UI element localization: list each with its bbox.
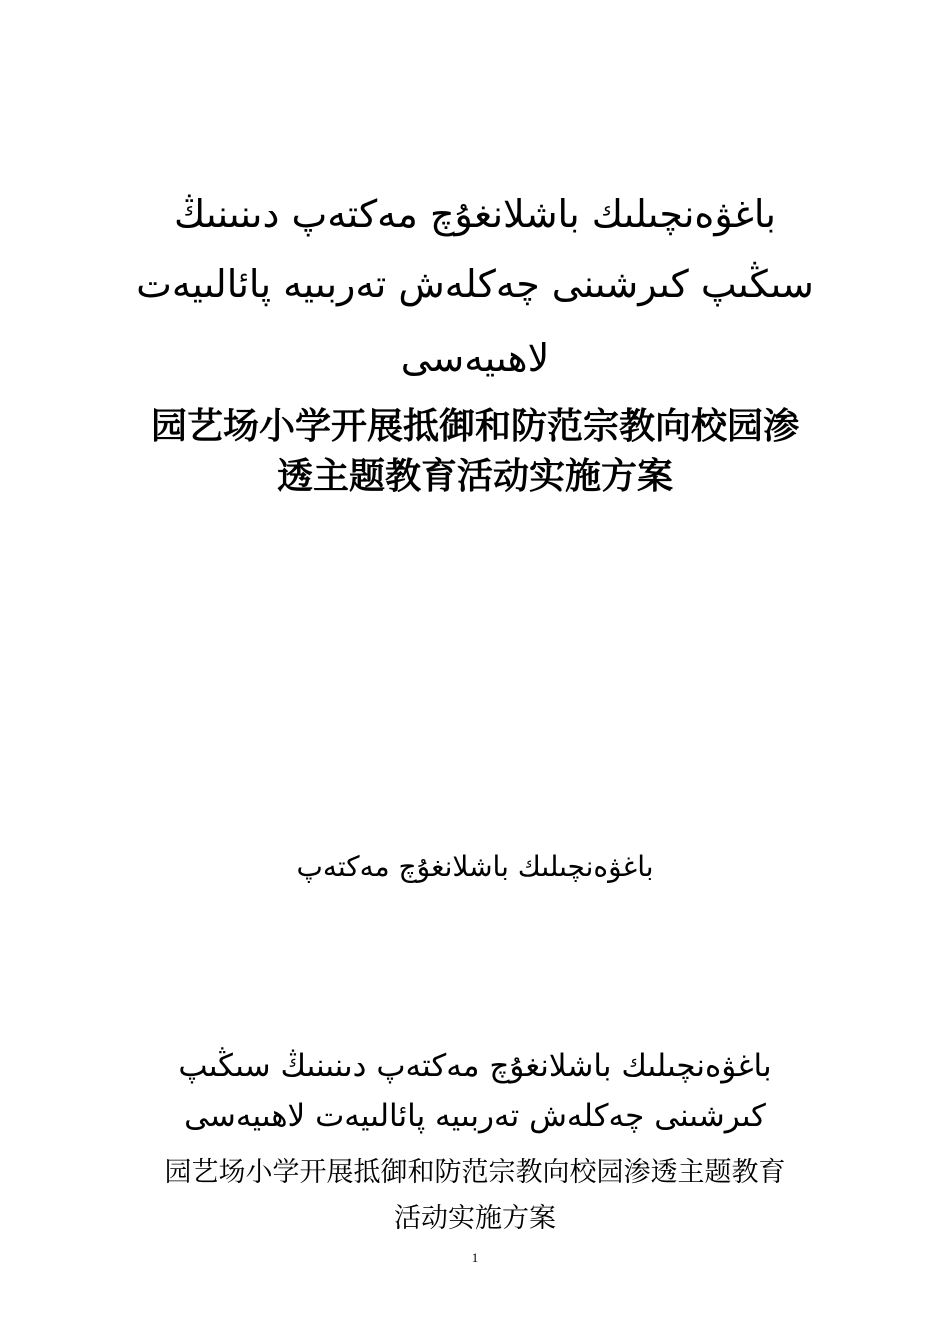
chinese-title-line-2: 透主题教育活动实施方案: [276, 456, 673, 497]
organization-name: باغۋەنچىلىك باشلانغۇچ مەكتەپ: [296, 850, 654, 883]
chinese-title-line-1: 园艺场小学开展抵御和防范宗教向校园渗: [150, 406, 799, 447]
uyghur-subtitle-line-1: باغۋەنچىلىك باشلانغۇچ مەكتەپ دىنىنىڭ سىڭىپ: [178, 1048, 772, 1084]
uyghur-subtitle-line-2: كىرشىنى چەكلەش تەربىيە پائالىيەت لاھىيەسى: [184, 1098, 766, 1134]
chinese-subtitle-line-2: 活动实施方案: [394, 1203, 556, 1234]
uyghur-title-line-2: سىڭىپ كىرشىنى چەكلەش تەربىيە پائالىيەت: [136, 262, 814, 306]
page-number: 1: [471, 1250, 479, 1265]
chinese-subtitle-line-1: 园艺场小学开展抵御和防范宗教向校园渗透主题教育: [164, 1157, 786, 1188]
uyghur-title-line-1: باغۋەنچىلىك باشلانغۇچ مەكتەپ دىنىنىڭ: [173, 192, 776, 236]
uyghur-title-line-3: لاھىيەسى: [400, 336, 550, 380]
